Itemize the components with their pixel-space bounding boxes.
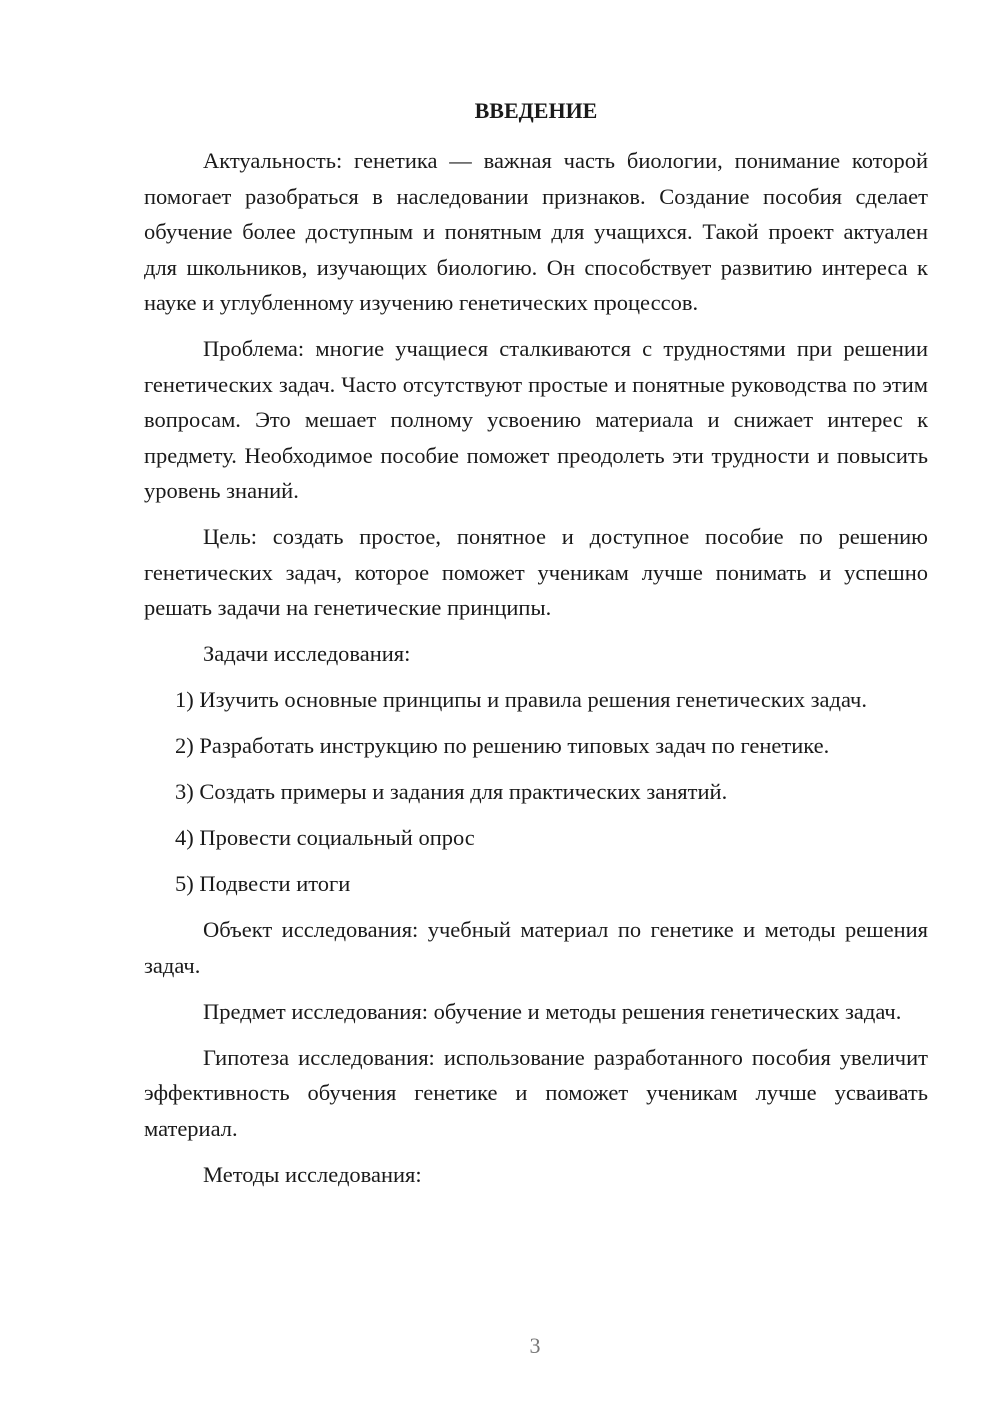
hypothesis-paragraph: Гипотеза исследования: использование разработанного пособия увеличит эффективность обучения генетике и поможет ученикам лучше усваивать материал. <box>144 1044 928 1141</box>
relevance-paragraph: Актуальность: генетика — важная часть биологии, понимание которой помогает разобраться в наследовании признаков. Создание пособия сделает обучение более доступным и понятным для учащихся. Такой проект актуален для школьников, изучающих биологию. Он способствует развитию интереса к науке и углубленному изучению генетических процессов. <box>144 148 928 315</box>
task-item-1: 1) Изучить основные принципы и правила решения генетических задач. <box>175 687 867 712</box>
section-title: ВВЕДЕНИЕ <box>474 98 598 123</box>
object-paragraph: Объект исследования: учебный материал по генетике и методы решения задач. <box>144 917 928 978</box>
task-item-2: 2) Разработать инструкцию по решению типовых задач по генетике. <box>175 733 830 758</box>
methods-heading: Методы исследования: <box>203 1161 422 1187</box>
task-item-3: 3) Создать примеры и задания для практических занятий. <box>175 779 728 804</box>
goal-paragraph: Цель: создать простое, понятное и доступное пособие по решению генетических задач, которое поможет ученикам лучше понимать и успешно решать задачи на генетические принципы. <box>144 524 928 620</box>
page-number: 3 <box>529 1333 541 1358</box>
document-page <box>144 95 928 1192</box>
task-item-4: 4) Провести социальный опрос <box>175 825 475 850</box>
subject-paragraph: Предмет исследования: обучение и методы решения генетических задач. <box>203 998 902 1024</box>
task-item-5: 5) Подвести итоги <box>175 871 351 896</box>
problem-paragraph: Проблема: многие учащиеся сталкиваются с трудностями при решении генетических задач. Часто отсутствуют простые и понятные руководства по этим вопросам. Это мешает полному усвоению материала и снижает интерес к предмету. Необходимое пособие поможет преодолеть эти трудности и повысить уровень знаний. <box>144 336 928 503</box>
tasks-heading: Задачи исследования: <box>203 641 411 666</box>
